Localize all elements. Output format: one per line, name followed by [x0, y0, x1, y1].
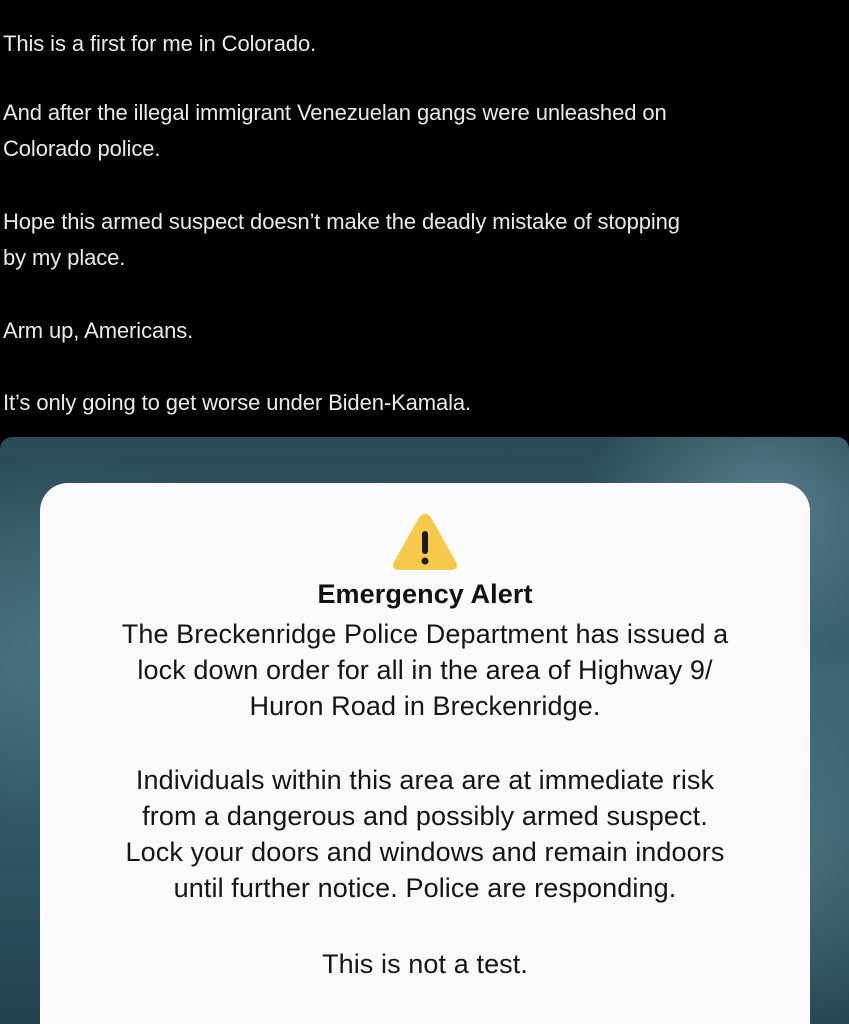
warning-triangle-icon: [391, 511, 459, 573]
post-line: by my place.: [3, 245, 126, 270]
alert-body-line: Individuals within this area are at immediate risk: [135, 765, 715, 795]
alert-body-line: The Breckenridge Police Department has issued a: [121, 619, 729, 649]
social-post: [0, 0, 849, 440]
post-line: And after the illegal immigrant Venezuelan gangs were unleashed on: [3, 100, 667, 125]
alert-body-line: from a dangerous and possibly armed suspect.: [142, 801, 708, 831]
post-paragraph-1: This is a first for me in Colorado.: [3, 31, 317, 56]
alert-body-line: Lock your doors and windows and remain indoors: [125, 837, 725, 867]
alert-footer: This is not a test.: [322, 949, 528, 979]
emergency-alert-card: [40, 483, 810, 1024]
post-paragraph-2: [3, 95, 667, 167]
post-paragraph-3: [3, 204, 680, 276]
alert-body-line: lock down order for all in the area of Highway 9/: [137, 655, 713, 685]
alert-body-line: until further notice. Police are responding.: [173, 873, 677, 903]
post-line: Colorado police.: [3, 136, 161, 161]
emergency-alert-screenshot: [0, 437, 849, 1024]
post-paragraph-4: Arm up, Americans.: [3, 318, 194, 343]
post-paragraph-5: It’s only going to get worse under Biden-Kamala.: [3, 390, 472, 415]
post-line: Hope this armed suspect doesn’t make the deadly mistake of stopping: [3, 209, 680, 234]
alert-title: Emergency Alert: [317, 579, 533, 609]
alert-body-line: Huron Road in Breckenridge.: [249, 691, 601, 721]
